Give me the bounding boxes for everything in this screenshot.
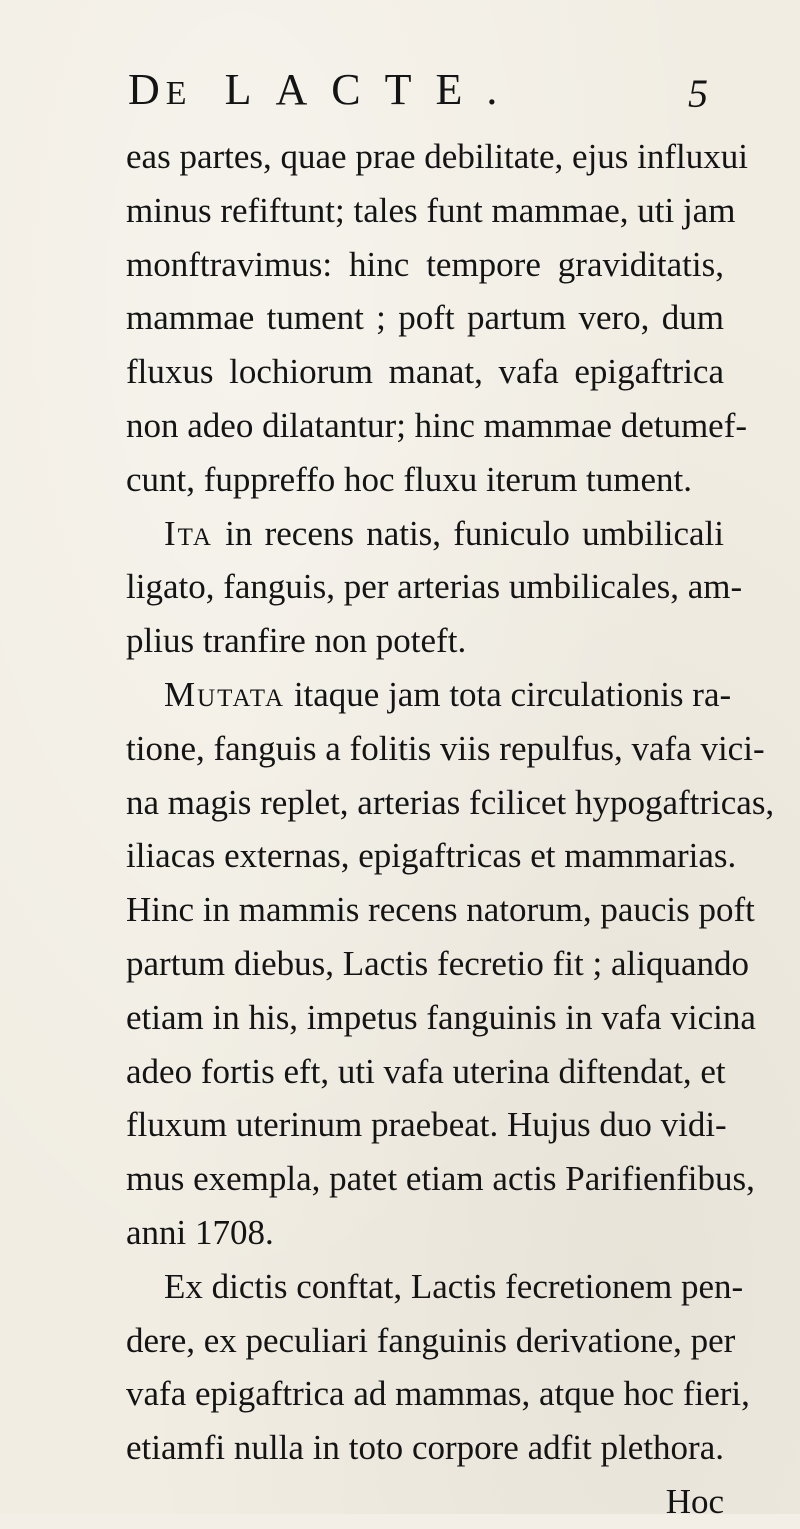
text-line: iliacas externas, epigaftricas et mammarias. — [126, 836, 737, 876]
text-line: tione, fanguis a folitis viis repulfus, vafa vici- — [126, 728, 765, 768]
text-line: minus refiftunt; tales funt mammae, uti jam — [126, 190, 736, 230]
text-line: ligato, fanguis, per arterias umbilicales, am- — [126, 567, 743, 607]
paragraph-lead-word: Mutata — [164, 674, 286, 714]
text-line: cunt, fuppreffo hoc fluxu iterum tument. — [126, 459, 693, 499]
text-line: na magis replet, arterias fcilicet hypogaftricas, — [126, 782, 775, 822]
page-number: 5 — [688, 71, 708, 116]
text-line: non adeo dilatantur; hinc mammae detumef- — [126, 405, 748, 445]
running-title-word-1 — [128, 65, 193, 114]
text-line-paragraph-start: Ita in recens natis, funiculo umbilicali — [164, 513, 724, 553]
text-line: monftravimus: hinc tempore graviditatis, — [126, 244, 724, 284]
paragraph-lead-word: Ita — [164, 513, 213, 553]
text-line: adeo fortis eft, uti vafa uterina diftendat, et — [126, 1051, 726, 1091]
catchword: Hoc — [665, 1481, 724, 1521]
text-line: dere, ex peculiari fanguinis derivatione, per — [126, 1320, 736, 1360]
text-line: vafa epigaftrica ad mammas, atque hoc fieri, — [126, 1374, 750, 1414]
text-line: fluxum uterinum praebeat. Hujus duo vidi- — [126, 1105, 727, 1145]
text-line: plius tranfire non poteft. — [126, 621, 467, 661]
text-line: partum diebus, Lactis fecretio fit ; aliquando — [126, 943, 749, 983]
text-line-paragraph-start: Mutata itaque jam tota circulationis ra- — [164, 674, 732, 714]
title-small-caps: E — [165, 75, 193, 112]
text-line: eas partes, quae prae debilitate, ejus influxui — [126, 137, 748, 176]
text-line: fluxus lochiorum manat, vafa epigaftrica — [126, 352, 724, 392]
text-line: mus exempla, patet etiam actis Parifienfibus, — [126, 1159, 755, 1199]
text-line: etiamfi nulla in toto corpore adfit plethora. — [126, 1428, 724, 1468]
text-line: etiam in his, impetus fanguinis in vafa vicina — [126, 997, 756, 1037]
text-line-paragraph-start: Ex dictis conftat, Lactis fecretionem pen- — [164, 1266, 744, 1306]
text-line: mammae tument ; poft partum vero, dum — [126, 298, 724, 338]
body-text — [126, 130, 775, 1529]
running-title — [128, 60, 521, 124]
text-line: Hinc in mammis recens natorum, paucis poft — [126, 890, 755, 930]
title-initial: D — [128, 65, 166, 114]
running-title-word-2: LACTE. — [224, 65, 522, 114]
text-line: anni 1708. — [126, 1212, 274, 1252]
page-header — [0, 60, 800, 120]
